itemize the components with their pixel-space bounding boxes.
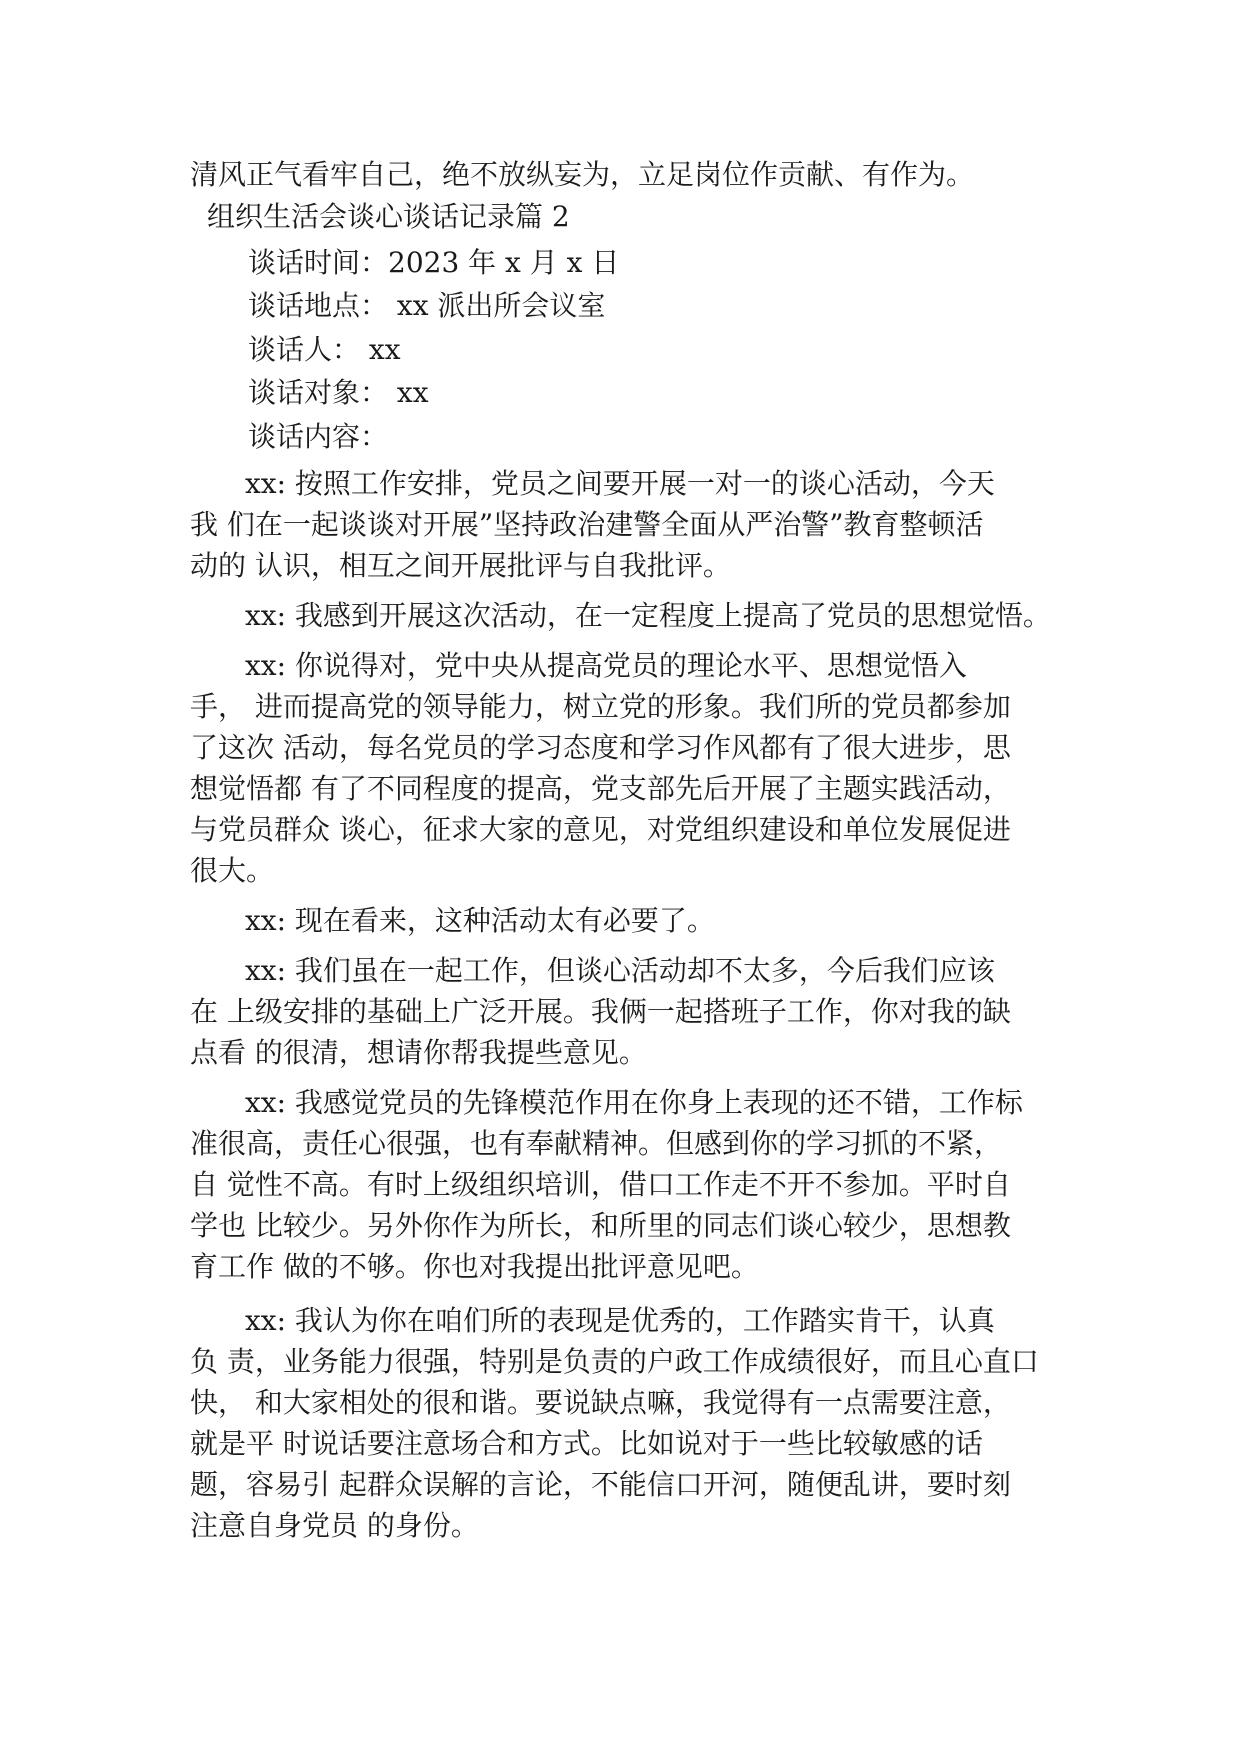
meta-target: 谈话对象： xx: [248, 376, 429, 409]
meta-place: 谈话地点： xx 派出所会议室: [248, 289, 606, 322]
meta-content-label: 谈话内容：: [248, 420, 389, 453]
intro-tail-line: 清风正气看牢自己，绝不放纵妄为，立足岗位作贡献、有作为。: [190, 158, 975, 191]
paragraph-line: xx: 我认为你在咱们所的表现是优秀的，工作踏实肯干，认真: [245, 1304, 995, 1337]
paragraph-line: 想觉悟都 有了不同程度的提高，党支部先后开展了主题实践活动，: [190, 772, 1011, 805]
paragraph-line: 育工作 做的不够。你也对我提出批评意见吧。: [190, 1250, 759, 1283]
paragraph-line: xx: 我们虽在一起工作，但谈心活动却不太多，今后我们应该: [245, 954, 995, 987]
paragraph-line: 与党员群众 谈心，征求大家的意见，对党组织建设和单位发展促进: [190, 813, 1011, 846]
paragraph-line: xx: 我感到开展这次活动，在一定程度上提高了党员的思想觉悟。: [245, 599, 1051, 632]
paragraph-line: 准很高，责任心很强，也有奉献精神。但感到你的学习抓的不紧，: [190, 1127, 1003, 1160]
paragraph-line: xx: 你说得对，党中央从提高党员的理论水平、思想觉悟入: [245, 649, 967, 682]
section-title: 组织生活会谈心谈话记录篇 2: [207, 200, 570, 233]
paragraph-line: 自 觉性不高。有时上级组织培训，借口工作走不开不参加。平时自: [190, 1168, 1011, 1201]
paragraph-line: 题，容易引 起群众误解的言论，不能信口开河，随便乱讲，要时刻: [190, 1468, 1011, 1501]
paragraph-line: 很大。: [190, 854, 275, 887]
paragraph-line: 学也 比较少。另外你作为所长，和所里的同志们谈心较少，思想教: [190, 1209, 1011, 1242]
meta-speaker: 谈话人： xx: [248, 333, 401, 366]
paragraph-line: 注意自身党员 的身份。: [190, 1509, 479, 1542]
paragraph-line: 点看 的很清，想请你帮我提些意见。: [190, 1036, 647, 1069]
paragraph-line: 负 责，业务能力很强，特别是负责的户政工作成绩很好，而且心直口: [190, 1345, 1039, 1378]
paragraph-line: 手， 进而提高党的领导能力，树立党的形象。我们所的党员都参加: [190, 690, 1011, 723]
paragraph-line: 就是平 时说话要注意场合和方式。比如说对于一些比较敏感的话: [190, 1427, 983, 1460]
paragraph-line: xx: 现在看来，这种活动太有必要了。: [245, 904, 715, 937]
paragraph-line: xx: 我感觉党员的先锋模范作用在你身上表现的还不错，工作标: [245, 1086, 1023, 1119]
paragraph-line: 动的 认识，相互之间开展批评与自我批评。: [190, 549, 731, 582]
paragraph-line: 我 们在一起谈谈对开展”坚持政治建警全面从严治警”教育整顿活: [190, 508, 984, 541]
paragraph-line: xx: 按照工作安排，党员之间要开展一对一的谈心活动，今天: [245, 467, 995, 500]
meta-time: 谈话时间：2023 年 x 月 x 日: [248, 246, 620, 279]
paragraph-line: 快， 和大家相处的很和谐。要说缺点嘛，我觉得有一点需要注意，: [190, 1386, 1011, 1419]
paragraph-line: 在 上级安排的基础上广泛开展。我俩一起搭班子工作，你对我的缺: [190, 995, 1011, 1028]
paragraph-line: 了这次 活动，每名党员的学习态度和学习作风都有了很大进步，思: [190, 731, 1011, 764]
